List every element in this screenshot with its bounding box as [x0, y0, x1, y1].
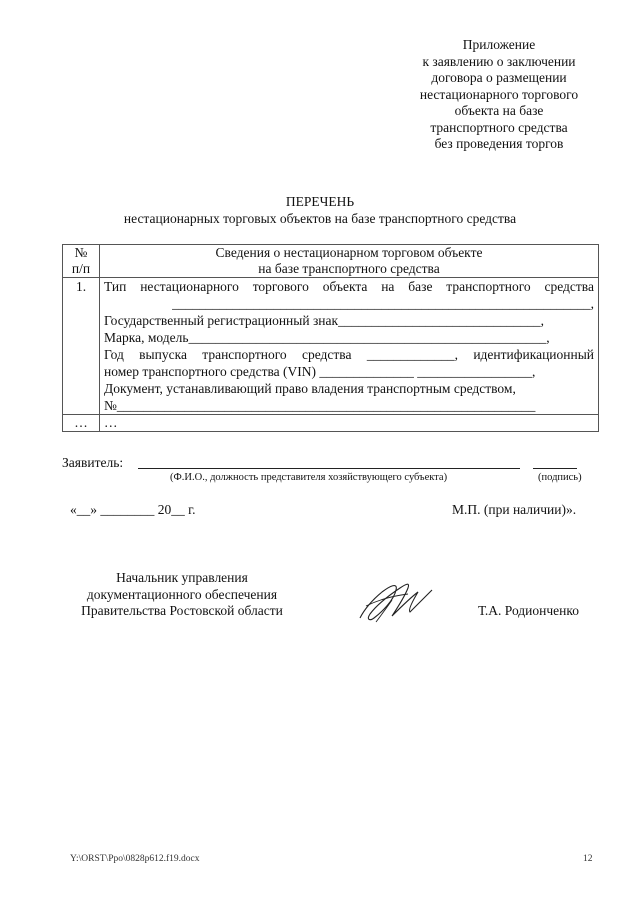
doc-number-label: №	[104, 398, 117, 413]
document-subtitle: нестационарных торговых объектов на базе транспортного средства	[123, 211, 517, 226]
position-line: документационного обеспечения	[86, 586, 278, 602]
vehicle-type-line: Тип нестационарного торгового объекта на базе транспортного средства	[104, 279, 594, 294]
applicant-sign-line	[533, 468, 577, 469]
reg-number-line	[104, 312, 594, 329]
brand-model-line	[104, 329, 594, 346]
appendix-line: без проведения торгов	[434, 136, 564, 151]
vin-line	[104, 363, 594, 380]
document-title: ПЕРЕЧЕНЬ	[285, 194, 355, 209]
appendix-block	[395, 37, 603, 153]
appendix-line: объекта на базе	[454, 103, 544, 118]
file-path: Y:\ORST\Ppo\0828p612.f19.docx	[70, 854, 200, 864]
header-num-line: №	[74, 245, 88, 260]
header-num-cell	[63, 245, 100, 278]
header-info-line: на базе транспортного средства	[258, 261, 440, 276]
stamp-note: М.П. (при наличии)».	[452, 502, 577, 517]
appendix-line: нестационарного торгового	[419, 86, 579, 102]
row-num: …	[63, 415, 100, 432]
vehicle-type-fill: ______________________________________________________________,	[172, 296, 594, 311]
signatory-name: Т.А. Родионченко	[478, 603, 579, 618]
appendix-line: транспортного средства	[430, 119, 568, 135]
reg-number-label: Государственный регистрационный знак	[104, 313, 339, 328]
position-line: Начальник управления	[116, 570, 248, 585]
applicant-name-caption: (Ф.И.О., должность представителя хозяйствующего субъекта)	[170, 472, 448, 483]
doc-number-fill: ______________________________________________________________	[116, 398, 536, 413]
header-info-line: Сведения о нестационарном торговом объекте	[215, 245, 483, 260]
year-label: Год выпуска транспортного средства _____________,	[104, 347, 458, 362]
position-line: Правительства Ростовской области	[81, 603, 283, 618]
applicant-name-line	[138, 468, 520, 469]
brand-model-label: Марка, модель	[104, 330, 189, 345]
row-num: 1.	[63, 278, 100, 415]
header-info-cell	[100, 245, 599, 278]
appendix-line: договора о размещении	[431, 70, 567, 85]
vin-fill: _________________,	[417, 364, 536, 379]
appendix-line: Приложение	[462, 37, 536, 52]
brand-model-fill: _____________________________________________________,	[188, 330, 550, 345]
date-line: «__» ________ 20__ г.	[70, 502, 196, 517]
row-info-cell: …	[100, 415, 599, 432]
table-header-row	[63, 245, 599, 278]
applicant-label: Заявитель:	[62, 455, 124, 470]
header-num-line: п/п	[71, 261, 91, 276]
table-row	[63, 415, 599, 432]
year-line	[104, 346, 594, 363]
reg-number-fill: ______________________________,	[338, 313, 544, 328]
row-info-cell	[100, 278, 599, 415]
handwritten-signature	[352, 570, 442, 630]
table-row	[63, 278, 599, 415]
identification-label: идентификационный	[473, 347, 594, 362]
appendix-line: к заявлению о заключении	[422, 53, 576, 69]
objects-table	[62, 244, 599, 432]
page-number: 12	[583, 854, 593, 864]
applicant-sign-caption: (подпись)	[538, 472, 582, 483]
ownership-doc-line: Документ, устанавливающий право владения транспортным средством,	[104, 381, 516, 396]
doc-number-line	[104, 397, 594, 414]
signatory-position	[62, 570, 302, 620]
vin-label: номер транспортного средства (VIN) ______________	[104, 364, 414, 379]
